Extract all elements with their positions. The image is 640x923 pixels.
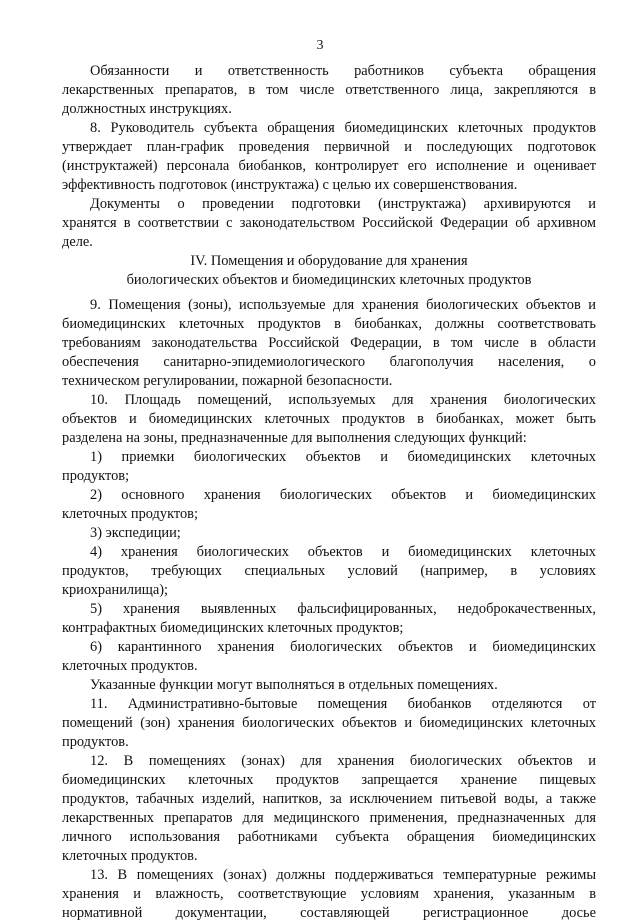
text-line: помещений (зон) хранения биологических объектов и биомедицинских клеточных: [62, 715, 596, 731]
text-line: личного использования работниками субъекта обращения биомедицинских: [62, 829, 596, 845]
text-line: обеспечения санитарно-эпидемиологического благополучия населения, о: [62, 354, 596, 370]
text-line: утверждает план-график проведения первичной и последующих подготовок: [62, 139, 596, 155]
text-line: продуктов, табачных изделий, напитков, за исключением питьевой воды, а также: [62, 791, 596, 807]
text-line: лекарственных препаратов, в том числе ответственного лица, закрепляются в: [62, 82, 596, 98]
text-line: (инструктажей) персонала биобанков, контролирует его исполнение и оценивает: [62, 158, 596, 174]
text-line: хранятся в соответствии с законодательством Российской Федерации об архивном: [62, 215, 596, 231]
text-line: объектов и биомедицинских клеточных продуктов в биобанках, может быть: [62, 411, 596, 427]
text-line: клеточных продуктов.: [62, 658, 198, 674]
text-line: продуктов, требующих специальных условий (например, в условиях: [62, 563, 596, 579]
text-line: 6) карантинного хранения биологических объектов и биомедицинских: [90, 639, 596, 655]
section-heading: IV. Помещения и оборудование для хранения: [190, 253, 468, 269]
text-line: требованиям законодательства Российской Федерации, в том числе в области: [62, 335, 596, 351]
text-line: 11. Административно-бытовые помещения биобанков отделяются от: [90, 696, 596, 712]
text-line: хранения и влажность, соответствующие условиям хранения, указанным в: [62, 886, 596, 902]
text-line: 1) приемки биологических объектов и биомедицинских клеточных: [90, 449, 596, 465]
text-line: клеточных продуктов;: [62, 506, 198, 522]
text-line: продуктов.: [62, 734, 129, 750]
text-line: 13. В помещениях (зонах) должны поддерживаться температурные режимы: [90, 867, 596, 883]
text-line: криохранилища);: [62, 582, 169, 598]
text-line: Указанные функции могут выполняться в отдельных помещениях.: [90, 677, 498, 693]
text-line: эффективность подготовок (инструктажа) с целью их совершенствования.: [62, 177, 518, 193]
text-line: 8. Руководитель субъекта обращения биомедицинских клеточных продуктов: [90, 120, 596, 136]
text-line: должностных инструкциях.: [62, 101, 232, 117]
text-line: биомедицинских клеточных продуктов запрещается хранение пищевых: [62, 772, 596, 788]
text-line: разделена на зоны, предназначенные для выполнения следующих функций:: [62, 430, 527, 446]
text-line: продуктов;: [62, 468, 130, 484]
text-line: 9. Помещения (зоны), используемые для хранения биологических объектов и: [90, 297, 596, 313]
text-line: контрафактных биомедицинских клеточных продуктов;: [62, 620, 404, 636]
text-line: техническом регулировании, пожарной безопасности.: [62, 373, 393, 389]
text-line: 4) хранения биологических объектов и биомедицинских клеточных: [90, 544, 596, 560]
text-line: 3) экспедиции;: [90, 525, 181, 541]
text-line: клеточных продуктов.: [62, 848, 198, 864]
text-line: 5) хранения выявленных фальсифицированных, недоброкачественных,: [90, 601, 596, 617]
text-line: 2) основного хранения биологических объектов и биомедицинских: [90, 487, 596, 503]
text-line: Документы о проведении подготовки (инструктажа) архивируются и: [90, 196, 596, 212]
text-line: нормативной документации, составляющей регистрационное досье: [62, 905, 596, 921]
text-line: 12. В помещениях (зонах) для хранения биологических объектов и: [90, 753, 596, 769]
text-line: биомедицинских клеточных продуктов в биобанках, должны соответствовать: [62, 316, 596, 332]
text-line: лекарственных препаратов для медицинского применения, предназначенных для: [62, 810, 596, 826]
text-line: деле.: [62, 234, 93, 250]
text-line: Обязанности и ответственность работников субъекта обращения: [90, 63, 596, 79]
section-heading: биологических объектов и биомедицинских клеточных продуктов: [126, 272, 532, 288]
page-number: 3: [316, 38, 324, 53]
text-line: 10. Площадь помещений, используемых для хранения биологических: [90, 392, 596, 408]
